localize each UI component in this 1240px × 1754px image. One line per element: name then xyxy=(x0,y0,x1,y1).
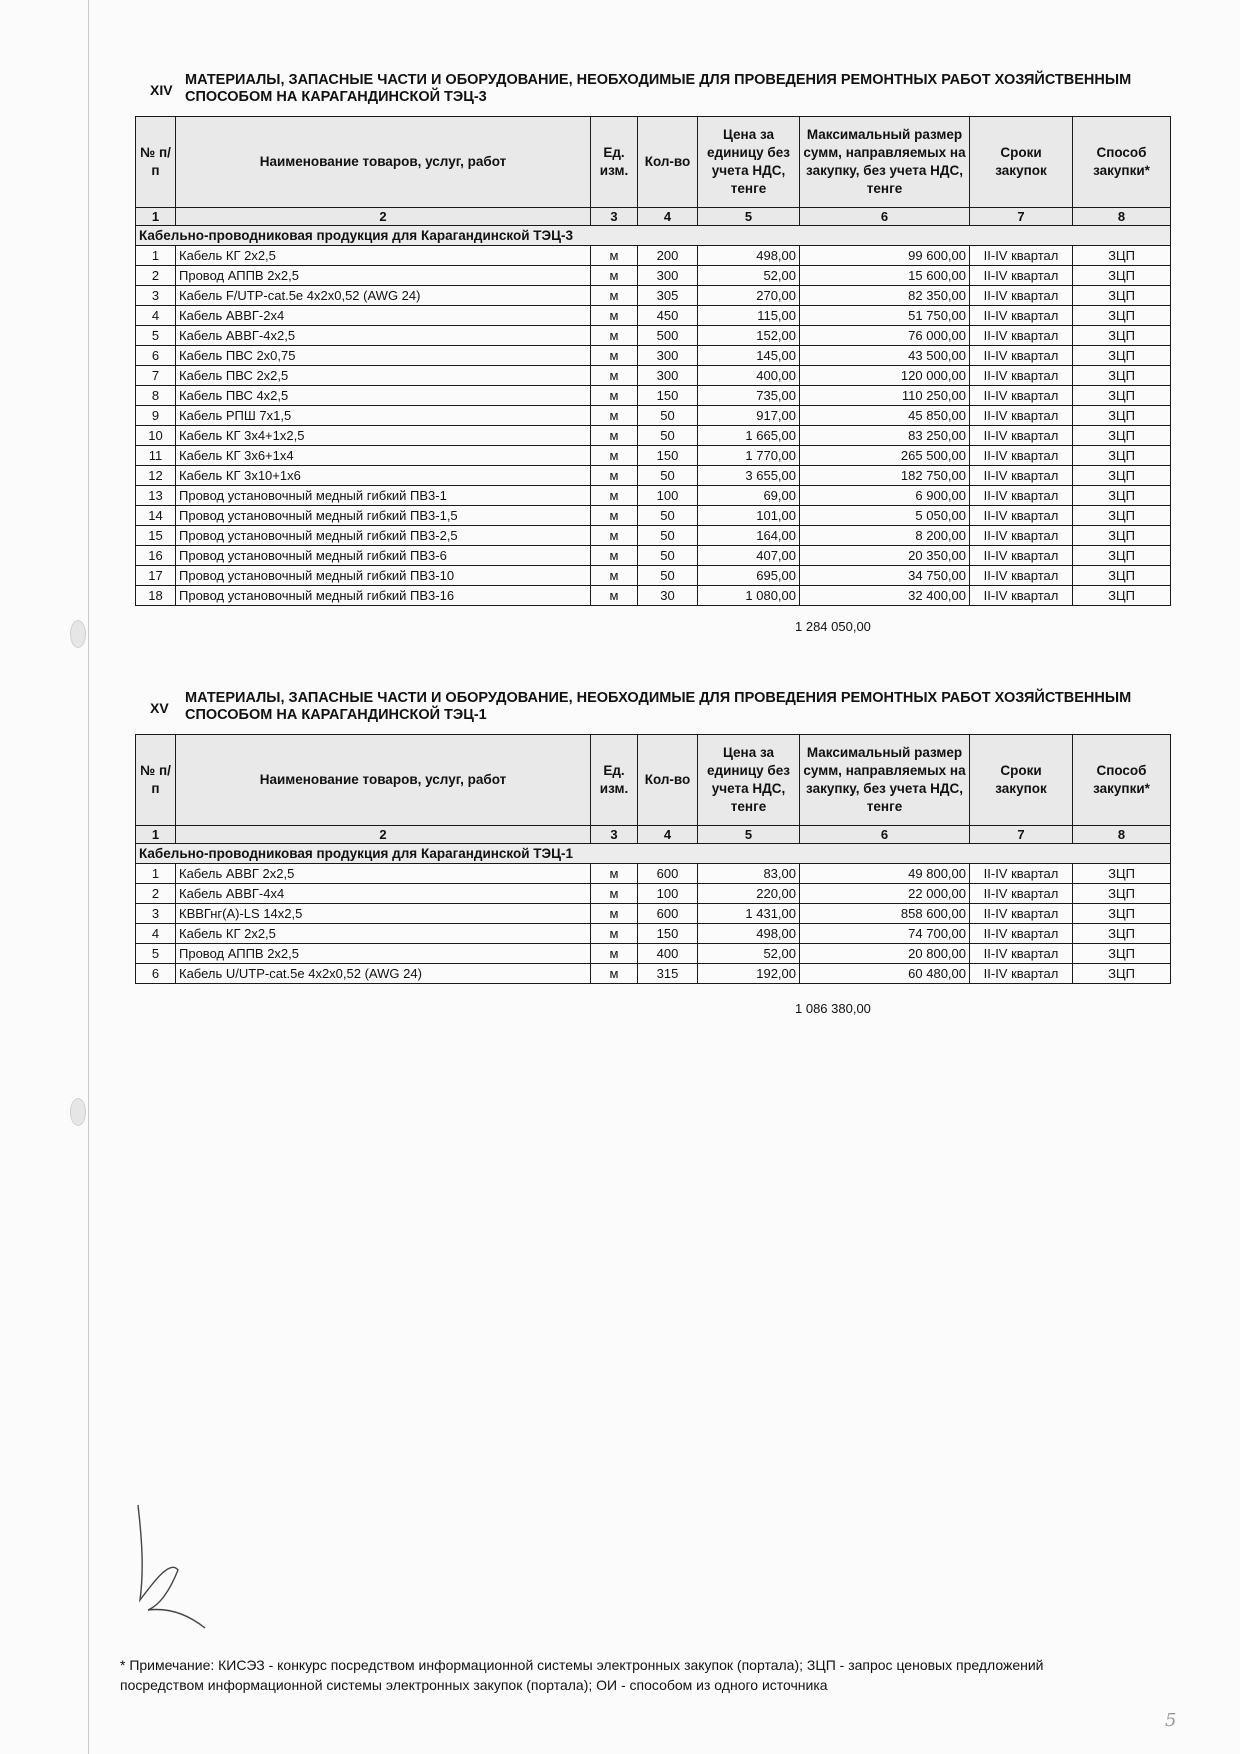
table-cell: 3 xyxy=(136,904,176,924)
table-cell: ЗЦП xyxy=(1073,864,1171,884)
table-cell: м xyxy=(591,546,638,566)
table-cell: 60 480,00 xyxy=(800,964,970,984)
section-total: 1 086 380,00 xyxy=(795,1001,871,1016)
table-cell: II-IV квартал xyxy=(970,586,1073,606)
table-row xyxy=(136,944,1171,964)
table-cell: 115,00 xyxy=(698,306,800,326)
table-cell: II-IV квартал xyxy=(970,246,1073,266)
table-cell: ЗЦП xyxy=(1073,366,1171,386)
table-cell: 99 600,00 xyxy=(800,246,970,266)
table-cell: II-IV квартал xyxy=(970,944,1073,964)
col-number: 5 xyxy=(698,208,800,226)
table-row xyxy=(136,306,1171,326)
table-cell: Кабель U/UTP-cat.5e 4x2x0,52 (AWG 24) xyxy=(176,964,591,984)
table-cell: 8 xyxy=(136,386,176,406)
col-header: Кол-во xyxy=(638,735,698,826)
table-cell: ЗЦП xyxy=(1073,944,1171,964)
table-cell: ЗЦП xyxy=(1073,406,1171,426)
table-cell: м xyxy=(591,526,638,546)
table-cell: 9 xyxy=(136,406,176,426)
table-cell: 1 665,00 xyxy=(698,426,800,446)
section-title: МАТЕРИАЛЫ, ЗАПАСНЫЕ ЧАСТИ И ОБОРУДОВАНИЕ, НЕОБХОДИМЫЕ ДЛЯ ПРОВЕДЕНИЯ РЕМОНТНЫХ РАБОТ ХОЗЯЙСТВЕННЫМ СПОСОБОМ НА КАРАГАНДИНСКОЙ ТЭЦ-3 xyxy=(185,72,1132,105)
table-cell: 101,00 xyxy=(698,506,800,526)
table-cell: II-IV квартал xyxy=(970,486,1073,506)
table-cell: 450 xyxy=(638,306,698,326)
table-cell: 182 750,00 xyxy=(800,466,970,486)
col-header: Наименование товаров, услуг, работ xyxy=(176,117,591,208)
table-row xyxy=(136,446,1171,466)
col-header: Способ закупки* xyxy=(1073,117,1171,208)
table-cell: 192,00 xyxy=(698,964,800,984)
table-cell: м xyxy=(591,246,638,266)
table-cell: 695,00 xyxy=(698,566,800,586)
group-title: Кабельно-проводниковая продукция для Карагандинской ТЭЦ-3 xyxy=(136,226,1171,246)
table-cell: 83 250,00 xyxy=(800,426,970,446)
table-cell: 74 700,00 xyxy=(800,924,970,944)
table-cell: ЗЦП xyxy=(1073,526,1171,546)
table-cell: ЗЦП xyxy=(1073,486,1171,506)
table-cell: 32 400,00 xyxy=(800,586,970,606)
table-cell: ЗЦП xyxy=(1073,924,1171,944)
table-cell: 407,00 xyxy=(698,546,800,566)
table-row xyxy=(136,286,1171,306)
table-cell: Кабель АВВГ-4х2,5 xyxy=(176,326,591,346)
table-row xyxy=(136,466,1171,486)
table-cell: Кабель РПШ 7х1,5 xyxy=(176,406,591,426)
table-row xyxy=(136,386,1171,406)
table-cell: 164,00 xyxy=(698,526,800,546)
table-cell: 858 600,00 xyxy=(800,904,970,924)
section-header xyxy=(135,72,1170,116)
table-cell: 1 xyxy=(136,864,176,884)
section-xv xyxy=(135,690,1170,1016)
table-cell: II-IV квартал xyxy=(970,386,1073,406)
section-number: XIV xyxy=(150,82,173,98)
table-cell: м xyxy=(591,286,638,306)
table-cell: 50 xyxy=(638,566,698,586)
table-cell: ЗЦП xyxy=(1073,306,1171,326)
col-number: 8 xyxy=(1073,208,1171,226)
table-cell: 69,00 xyxy=(698,486,800,506)
table-row xyxy=(136,406,1171,426)
table-cell: 50 xyxy=(638,406,698,426)
table-row xyxy=(136,326,1171,346)
table-row xyxy=(136,486,1171,506)
table-cell: II-IV квартал xyxy=(970,526,1073,546)
table-cell: 152,00 xyxy=(698,326,800,346)
table-cell: 1 xyxy=(136,246,176,266)
table-cell: 50 xyxy=(638,426,698,446)
table-cell: 43 500,00 xyxy=(800,346,970,366)
table-cell: Кабель АВВГ 2х2,5 xyxy=(176,864,591,884)
col-number: 2 xyxy=(176,826,591,844)
table-row xyxy=(136,904,1171,924)
table-cell: Провод установочный медный гибкий ПВ3-10 xyxy=(176,566,591,586)
col-number: 3 xyxy=(591,826,638,844)
table-row xyxy=(136,346,1171,366)
table-cell: ЗЦП xyxy=(1073,346,1171,366)
table-cell: Провод установочный медный гибкий ПВ3-2,5 xyxy=(176,526,591,546)
table-cell: ЗЦП xyxy=(1073,326,1171,346)
table-cell: 100 xyxy=(638,884,698,904)
group-row xyxy=(136,226,1171,246)
table-cell: 120 000,00 xyxy=(800,366,970,386)
table-cell: Кабель ПВС 2х2,5 xyxy=(176,366,591,386)
table-cell: 2 xyxy=(136,266,176,286)
table-cell: II-IV квартал xyxy=(970,546,1073,566)
table-cell: 20 350,00 xyxy=(800,546,970,566)
table-cell: 145,00 xyxy=(698,346,800,366)
table-cell: 50 xyxy=(638,546,698,566)
header-row xyxy=(136,735,1171,826)
table-cell: II-IV квартал xyxy=(970,426,1073,446)
table-cell: Кабель КГ 3х6+1х4 xyxy=(176,446,591,466)
table-row xyxy=(136,246,1171,266)
footnote: * Примечание: КИСЭЗ - конкурс посредством информационной системы электронных закупок (портала); ЗЦП - запрос ценовых предложений посредством информационной системы электронных закупок (портала); ОИ - способом из одного источника xyxy=(120,1657,1044,1693)
col-number: 1 xyxy=(136,826,176,844)
table-cell: м xyxy=(591,884,638,904)
table-cell: 300 xyxy=(638,346,698,366)
table-cell: 30 xyxy=(638,586,698,606)
table-cell: 305 xyxy=(638,286,698,306)
section-title: МАТЕРИАЛЫ, ЗАПАСНЫЕ ЧАСТИ И ОБОРУДОВАНИЕ, НЕОБХОДИМЫЕ ДЛЯ ПРОВЕДЕНИЯ РЕМОНТНЫХ РАБОТ ХОЗЯЙСТВЕННЫМ СПОСОБОМ НА КАРАГАНДИНСКОЙ ТЭЦ-1 xyxy=(185,690,1132,723)
procurement-table xyxy=(135,734,1171,984)
col-number: 4 xyxy=(638,826,698,844)
table-cell: Кабель ПВС 4х2,5 xyxy=(176,386,591,406)
table-cell: 150 xyxy=(638,924,698,944)
table-cell: 7 xyxy=(136,366,176,386)
table-cell: 4 xyxy=(136,306,176,326)
table-cell: 498,00 xyxy=(698,924,800,944)
table-cell: 270,00 xyxy=(698,286,800,306)
table-cell: м xyxy=(591,406,638,426)
table-cell: м xyxy=(591,486,638,506)
table-cell: 500 xyxy=(638,326,698,346)
page-number: 5 xyxy=(1165,1710,1177,1731)
table-cell: 16 xyxy=(136,546,176,566)
table-cell: 1 080,00 xyxy=(698,586,800,606)
table-cell: Кабель КГ 3х4+1х2,5 xyxy=(176,426,591,446)
table-cell: 45 850,00 xyxy=(800,406,970,426)
col-number: 2 xyxy=(176,208,591,226)
procurement-table xyxy=(135,116,1171,606)
col-header: Цена за единицу без учета НДС, тенге xyxy=(698,735,800,826)
table-cell: Кабель КГ 2х2,5 xyxy=(176,246,591,266)
table-cell: 52,00 xyxy=(698,944,800,964)
table-cell: 13 xyxy=(136,486,176,506)
col-header: Максимальный размер сумм, направляемых на закупку, без учета НДС, тенге xyxy=(800,117,970,208)
table-cell: м xyxy=(591,426,638,446)
table-cell: м xyxy=(591,346,638,366)
table-cell: Кабель АВВГ-4х4 xyxy=(176,884,591,904)
table-cell: Провод АППВ 2х2,5 xyxy=(176,944,591,964)
page-edge xyxy=(88,0,89,1754)
table-cell: 15 xyxy=(136,526,176,546)
table-cell: Кабель КГ 3х10+1х6 xyxy=(176,466,591,486)
col-number: 4 xyxy=(638,208,698,226)
col-number: 8 xyxy=(1073,826,1171,844)
section-total: 1 284 050,00 xyxy=(795,619,871,634)
col-header: Сроки закупок xyxy=(970,117,1073,208)
table-cell: Кабель ПВС 2х0,75 xyxy=(176,346,591,366)
table-cell: 15 600,00 xyxy=(800,266,970,286)
table-cell: Провод установочный медный гибкий ПВ3-1,5 xyxy=(176,506,591,526)
table-cell: II-IV квартал xyxy=(970,326,1073,346)
table-cell: ЗЦП xyxy=(1073,904,1171,924)
table-cell: Провод установочный медный гибкий ПВ3-16 xyxy=(176,586,591,606)
col-number: 7 xyxy=(970,208,1073,226)
signature-mark xyxy=(130,1500,220,1630)
table-cell: 50 xyxy=(638,506,698,526)
table-cell: 17 xyxy=(136,566,176,586)
table-cell: 22 000,00 xyxy=(800,884,970,904)
table-cell: 34 750,00 xyxy=(800,566,970,586)
table-row xyxy=(136,864,1171,884)
table-cell: ЗЦП xyxy=(1073,446,1171,466)
table-row xyxy=(136,586,1171,606)
table-cell: м xyxy=(591,386,638,406)
table-cell: II-IV квартал xyxy=(970,864,1073,884)
table-cell: 6 xyxy=(136,346,176,366)
table-cell: м xyxy=(591,266,638,286)
table-cell: 315 xyxy=(638,964,698,984)
table-cell: 600 xyxy=(638,864,698,884)
group-row xyxy=(136,844,1171,864)
table-cell: II-IV квартал xyxy=(970,406,1073,426)
table-cell: II-IV квартал xyxy=(970,306,1073,326)
table-body xyxy=(136,864,1171,984)
table-cell: м xyxy=(591,904,638,924)
table-cell: 1 770,00 xyxy=(698,446,800,466)
table-cell: 917,00 xyxy=(698,406,800,426)
table-cell: 400,00 xyxy=(698,366,800,386)
table-cell: 6 900,00 xyxy=(800,486,970,506)
col-header: № п/п xyxy=(136,735,176,826)
table-cell: 2 xyxy=(136,884,176,904)
table-cell: 3 xyxy=(136,286,176,306)
table-row xyxy=(136,546,1171,566)
table-cell: ЗЦП xyxy=(1073,246,1171,266)
table-cell: ЗЦП xyxy=(1073,426,1171,446)
table-cell: 265 500,00 xyxy=(800,446,970,466)
table-cell: ЗЦП xyxy=(1073,506,1171,526)
table-cell: м xyxy=(591,366,638,386)
table-body xyxy=(136,246,1171,606)
table-cell: 5 xyxy=(136,944,176,964)
table-cell: ЗЦП xyxy=(1073,884,1171,904)
table-cell: 6 xyxy=(136,964,176,984)
table-cell: ЗЦП xyxy=(1073,586,1171,606)
table-cell: II-IV квартал xyxy=(970,904,1073,924)
table-cell: 150 xyxy=(638,446,698,466)
table-cell: ЗЦП xyxy=(1073,566,1171,586)
table-cell: 20 800,00 xyxy=(800,944,970,964)
table-cell: м xyxy=(591,964,638,984)
section-header xyxy=(135,690,1170,734)
punch-hole xyxy=(70,620,86,648)
table-cell: 200 xyxy=(638,246,698,266)
table-cell: 50 xyxy=(638,526,698,546)
table-cell: 110 250,00 xyxy=(800,386,970,406)
table-cell: м xyxy=(591,306,638,326)
col-number: 7 xyxy=(970,826,1073,844)
table-cell: ЗЦП xyxy=(1073,266,1171,286)
col-number: 3 xyxy=(591,208,638,226)
table-row xyxy=(136,366,1171,386)
table-cell: 600 xyxy=(638,904,698,924)
col-number: 6 xyxy=(800,826,970,844)
table-cell: II-IV квартал xyxy=(970,884,1073,904)
table-cell: II-IV квартал xyxy=(970,566,1073,586)
table-cell: 8 200,00 xyxy=(800,526,970,546)
table-row xyxy=(136,266,1171,286)
table-cell: м xyxy=(591,506,638,526)
table-cell: II-IV квартал xyxy=(970,466,1073,486)
table-row xyxy=(136,924,1171,944)
table-cell: ЗЦП xyxy=(1073,546,1171,566)
col-number: 5 xyxy=(698,826,800,844)
table-cell: 5 050,00 xyxy=(800,506,970,526)
table-cell: 83,00 xyxy=(698,864,800,884)
col-header: Кол-во xyxy=(638,117,698,208)
column-number-row xyxy=(136,826,1171,844)
table-row xyxy=(136,964,1171,984)
table-cell: 12 xyxy=(136,466,176,486)
table-cell: ЗЦП xyxy=(1073,964,1171,984)
table-row xyxy=(136,506,1171,526)
table-cell: Кабель АВВГ-2х4 xyxy=(176,306,591,326)
col-header: Сроки закупок xyxy=(970,735,1073,826)
table-cell: Провод установочный медный гибкий ПВ3-1 xyxy=(176,486,591,506)
table-cell: 100 xyxy=(638,486,698,506)
table-cell: м xyxy=(591,586,638,606)
table-cell: 300 xyxy=(638,266,698,286)
table-cell: м xyxy=(591,924,638,944)
table-cell: 150 xyxy=(638,386,698,406)
table-cell: 14 xyxy=(136,506,176,526)
col-header: Наименование товаров, услуг, работ xyxy=(176,735,591,826)
table-cell: м xyxy=(591,944,638,964)
table-cell: 10 xyxy=(136,426,176,446)
table-cell: II-IV квартал xyxy=(970,506,1073,526)
col-number: 1 xyxy=(136,208,176,226)
table-row xyxy=(136,426,1171,446)
table-cell: 300 xyxy=(638,366,698,386)
section-xiv xyxy=(135,72,1170,634)
table-cell: м xyxy=(591,466,638,486)
table-cell: ЗЦП xyxy=(1073,466,1171,486)
table-cell: 50 xyxy=(638,466,698,486)
table-cell: 18 xyxy=(136,586,176,606)
table-cell: м xyxy=(591,446,638,466)
table-cell: 11 xyxy=(136,446,176,466)
punch-hole xyxy=(70,1098,86,1126)
table-cell: II-IV квартал xyxy=(970,286,1073,306)
table-cell: ЗЦП xyxy=(1073,286,1171,306)
table-cell: II-IV квартал xyxy=(970,964,1073,984)
table-cell: 4 xyxy=(136,924,176,944)
table-cell: м xyxy=(591,326,638,346)
table-cell: 51 750,00 xyxy=(800,306,970,326)
table-cell: Кабель F/UTP-cat.5e 4x2x0,52 (AWG 24) xyxy=(176,286,591,306)
table-cell: 3 655,00 xyxy=(698,466,800,486)
table-cell: II-IV квартал xyxy=(970,924,1073,944)
col-header: Ед. изм. xyxy=(591,117,638,208)
table-cell: ЗЦП xyxy=(1073,386,1171,406)
table-cell: Кабель КГ 2х2,5 xyxy=(176,924,591,944)
table-cell: 1 431,00 xyxy=(698,904,800,924)
col-header: Ед. изм. xyxy=(591,735,638,826)
col-header: Максимальный размер сумм, направляемых на закупку, без учета НДС, тенге xyxy=(800,735,970,826)
table-cell: 52,00 xyxy=(698,266,800,286)
table-cell: КВВГнг(А)-LS 14х2,5 xyxy=(176,904,591,924)
table-cell: 49 800,00 xyxy=(800,864,970,884)
table-cell: II-IV квартал xyxy=(970,446,1073,466)
table-cell: м xyxy=(591,864,638,884)
col-header: Цена за единицу без учета НДС, тенге xyxy=(698,117,800,208)
table-cell: 400 xyxy=(638,944,698,964)
group-title: Кабельно-проводниковая продукция для Карагандинской ТЭЦ-1 xyxy=(136,844,1171,864)
table-cell: Провод установочный медный гибкий ПВ3-6 xyxy=(176,546,591,566)
table-row xyxy=(136,526,1171,546)
table-cell: м xyxy=(591,566,638,586)
table-row xyxy=(136,566,1171,586)
table-cell: 735,00 xyxy=(698,386,800,406)
table-row xyxy=(136,884,1171,904)
column-number-row xyxy=(136,208,1171,226)
col-header: Способ закупки* xyxy=(1073,735,1171,826)
table-cell: II-IV квартал xyxy=(970,366,1073,386)
table-cell: 76 000,00 xyxy=(800,326,970,346)
table-cell: Провод АППВ 2х2,5 xyxy=(176,266,591,286)
table-cell: 498,00 xyxy=(698,246,800,266)
table-cell: 5 xyxy=(136,326,176,346)
table-cell: 220,00 xyxy=(698,884,800,904)
table-cell: II-IV квартал xyxy=(970,346,1073,366)
col-header: № п/п xyxy=(136,117,176,208)
table-cell: 82 350,00 xyxy=(800,286,970,306)
header-row xyxy=(136,117,1171,208)
col-number: 6 xyxy=(800,208,970,226)
table-cell: II-IV квартал xyxy=(970,266,1073,286)
section-number: XV xyxy=(150,700,169,716)
